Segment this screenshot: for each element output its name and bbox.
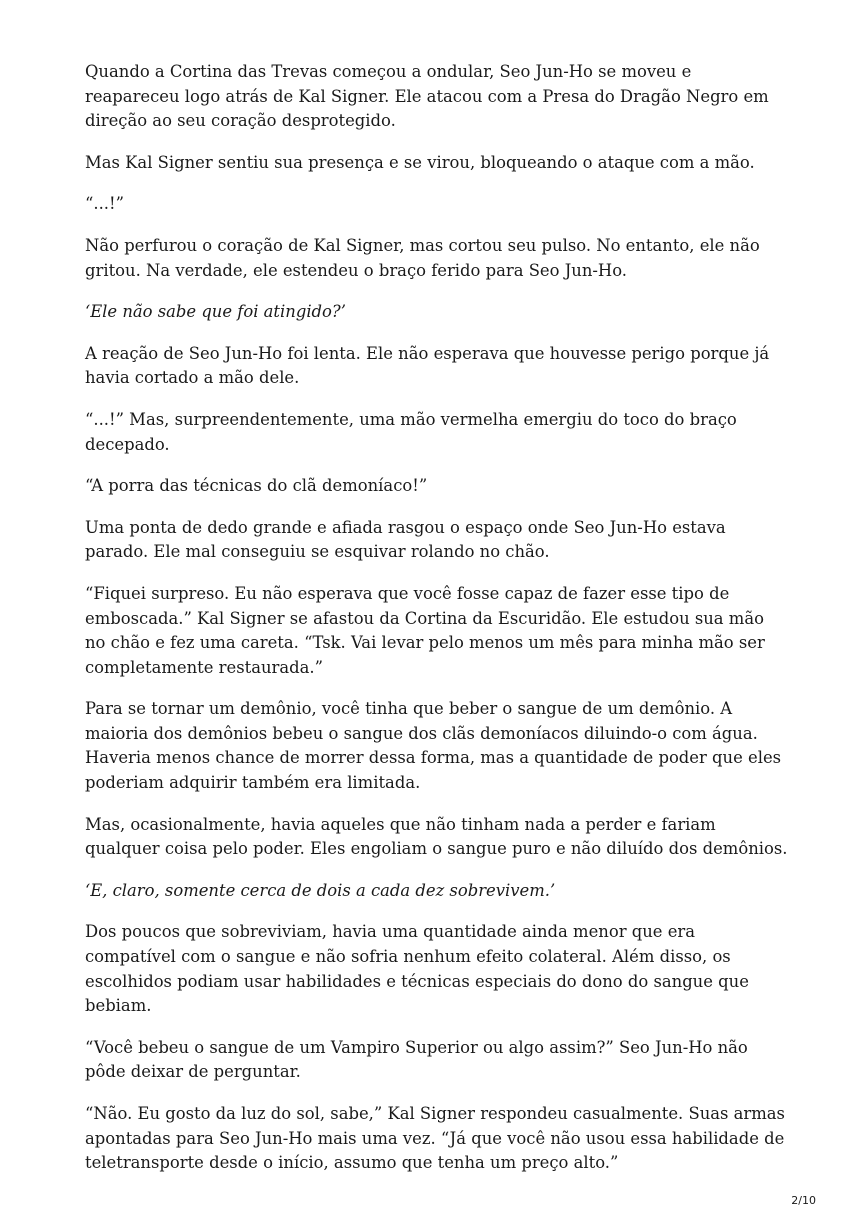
paragraph-3: “...!” <box>85 194 124 214</box>
paragraph-15: “Você bebeu o sangue de um Vampiro Superior ou algo assim?” Seo Jun-Ho não pôde deixar de perguntar. <box>85 1037 748 1082</box>
paragraph-8: “A porra das técnicas do clã demoníaco!” <box>85 476 428 496</box>
paragraph-2: Mas Kal Signer sentiu sua presença e se virou, bloqueando o ataque com a mão. <box>85 152 755 172</box>
paragraph-16: “Não. Eu gosto da luz do sol, sabe,” Kal Signer respondeu casualmente. Suas armas apontadas para Seo Jun-Ho mais uma vez. “Já que você não usou essa habilidade de teletransporte desde o início, assumo que tenha um preço alto.” <box>85 1104 785 1173</box>
paragraph-4: Não perfurou o coração de Kal Signer, mas cortou seu pulso. No entanto, ele não gritou. Na verdade, ele estendeu o braço ferido para Seo Jun-Ho. <box>85 235 760 280</box>
paragraph-10: “Fiquei surpreso. Eu não esperava que você fosse capaz de fazer esse tipo de emboscada.” Kal Signer se afastou da Cortina da Escuridão. Ele estudou sua mão no chão e fez uma careta. “Tsk. Vai levar pelo menos um mês para minha mão ser completamente restaurada.” <box>85 583 765 677</box>
paragraph-14: Dos poucos que sobreviviam, havia uma quantidade ainda menor que era compatível com o sangue e não sofria nenhum efeito colateral. Além disso, os escolhidos podiam usar habilidades e técnicas especiais do dono do sangue que bebiam. <box>85 922 749 1016</box>
page-number: 2/10 <box>791 1194 816 1207</box>
paragraph-11: Para se tornar um demônio, você tinha que beber o sangue de um demônio. A maioria dos demônios bebeu o sangue dos clãs demoníacos diluindo-o com água. Haveria menos chance de morrer dessa forma, mas a quantidade de poder que eles poderiam adquirir também era limitada. <box>85 699 782 793</box>
paragraph-9: Uma ponta de dedo grande e afiada rasgou o espaço onde Seo Jun-Ho estava parado. Ele mal conseguiu se esquivar rolando no chão. <box>85 517 726 562</box>
paragraph-13-thought: ‘E, claro, somente cerca de dois a cada dez sobrevivem.’ <box>85 880 556 900</box>
paragraph-12: Mas, ocasionalmente, havia aqueles que não tinham nada a perder e fariam qualquer coisa pelo poder. Eles engoliam o sangue puro e não diluído dos demônios. <box>85 814 788 859</box>
paragraph-7: “...!” Mas, surpreendentemente, uma mão vermelha emergiu do toco do braço decepado. <box>85 409 737 454</box>
paragraph-5-thought: ‘Ele não sabe que foi atingido?’ <box>85 302 346 322</box>
paragraph-6: A reação de Seo Jun-Ho foi lenta. Ele não esperava que houvesse perigo porque já havia cortado a mão dele. <box>85 343 770 388</box>
paragraph-1: Quando a Cortina das Trevas começou a ondular, Seo Jun-Ho se moveu e reapareceu logo atrás de Kal Signer. Ele atacou com a Presa do Dragão Negro em direção ao seu coração desprotegido. <box>85 62 769 131</box>
